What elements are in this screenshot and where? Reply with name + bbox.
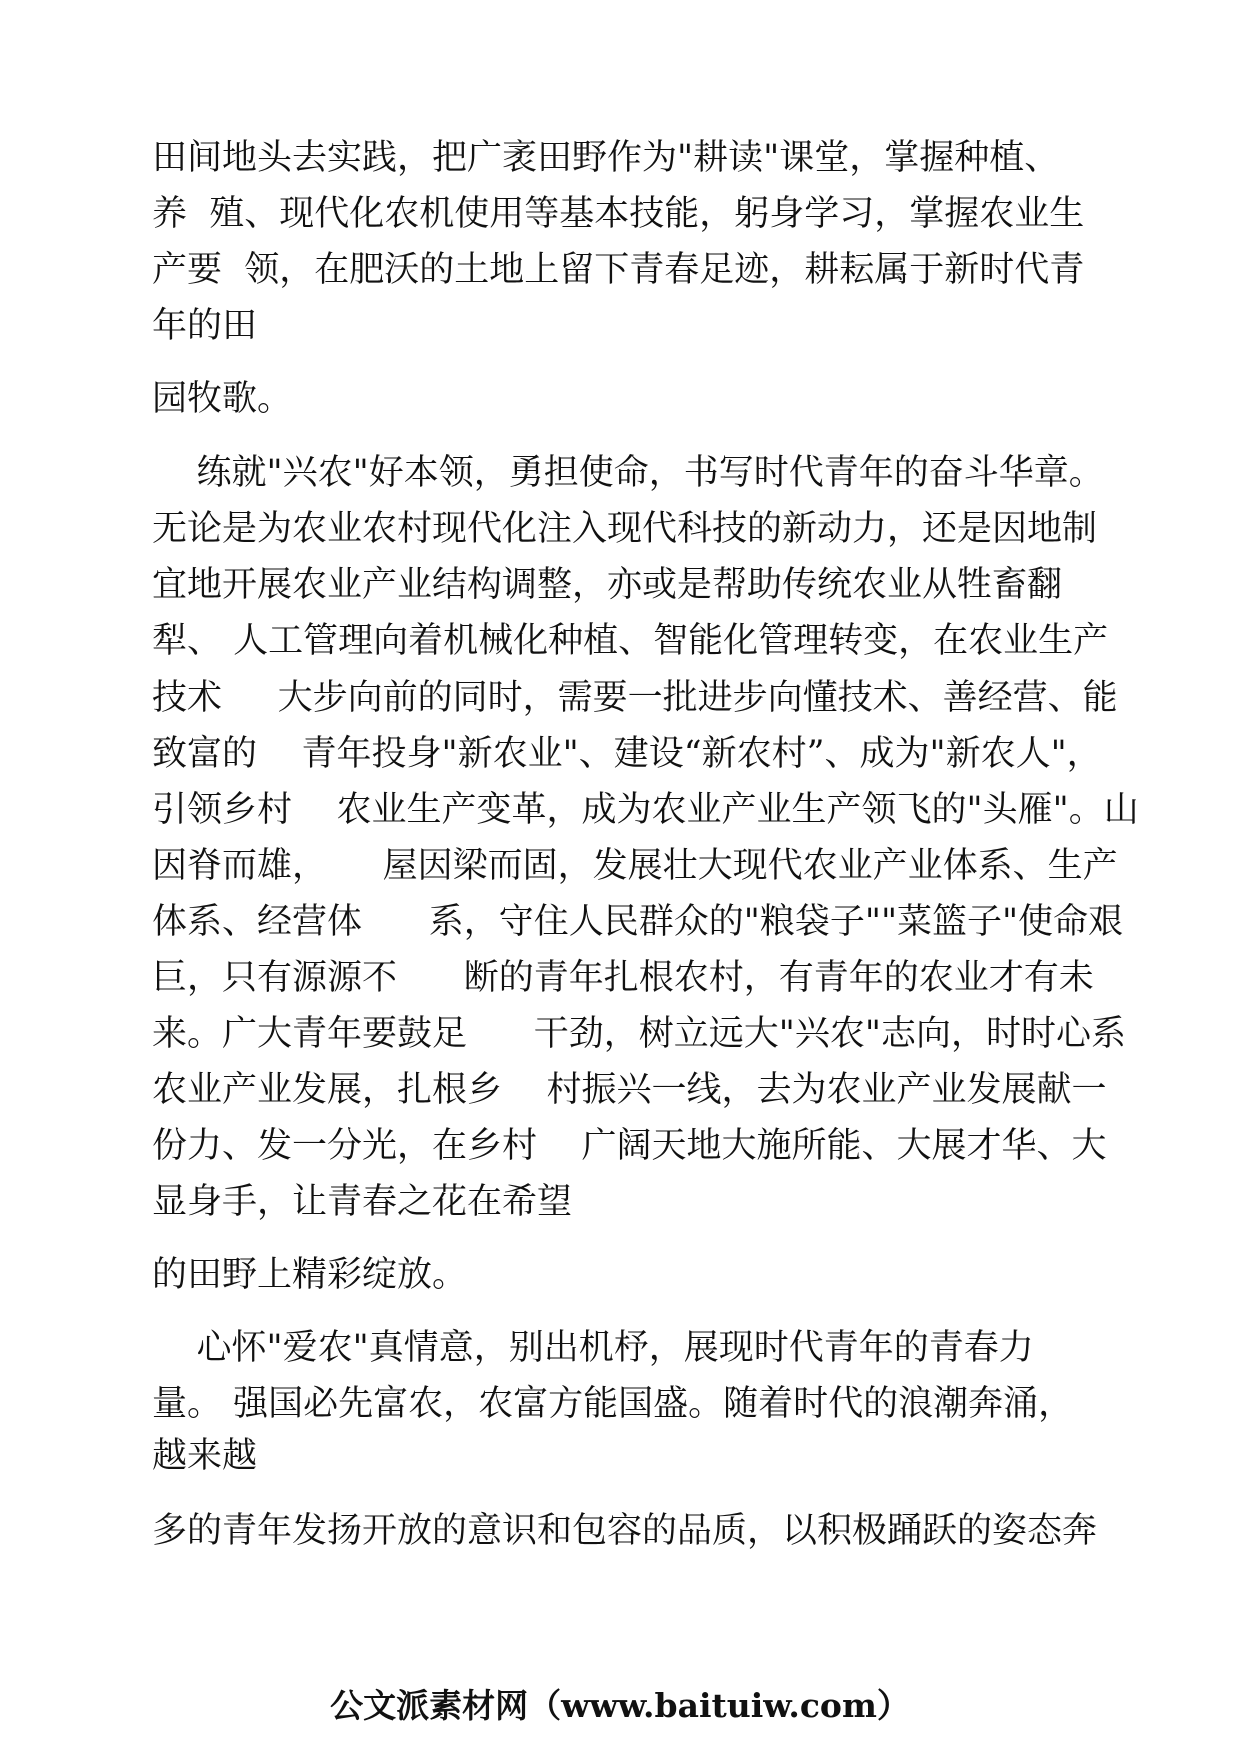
text-line: 产要 领，在肥沃的土地上留下青春足迹，耕耘属于新时代青 — [152, 250, 1085, 290]
text-line: 来。广大青年要鼓足 干劲，树立远大"兴农"志向，时时心系 — [152, 1014, 1126, 1054]
text-line: 农业产业发展，扎根乡 村振兴一线，去为农业产业发展献一 — [152, 1070, 1107, 1110]
text-line: 无论是为农业农村现代化注入现代科技的新动力，还是因地制 — [152, 509, 1098, 549]
paragraph-start-line: 练就"兴农"好本领，勇担使命，书写时代青年的奋斗华章。 — [152, 453, 1104, 493]
text-line: 巨，只有源源不 断的青年扎根农村，有青年的农业才有未 — [152, 958, 1094, 998]
text-line: 份力、发一分光，在乡村 广阔天地大施所能、大展才华、大 — [152, 1126, 1107, 1166]
text-line: 引领乡村 农业生产变革，成为农业产业生产领飞的"头雁"。山 — [152, 790, 1139, 830]
text-line: 年的田 — [152, 306, 258, 346]
text-line: 体系、经营体 系，守住人民群众的"粮袋子""菜篮子"使命艰 — [152, 902, 1124, 942]
text-line: 犁、 人工管理向着机械化种植、智能化管理转变，在农业生产 — [152, 621, 1109, 661]
text-line: 多的青年发扬开放的意识和包容的品质，以积极踊跃的姿态奔 — [152, 1511, 1098, 1551]
text-line: 因脊而雄， 屋因梁而固，发展壮大现代农业产业体系、生产 — [152, 846, 1118, 886]
paragraph-start-line: 心怀"爱农"真情意，别出机杼，展现时代青年的青春力 — [152, 1328, 1034, 1368]
text-line: 越来越 — [152, 1436, 258, 1476]
text-line: 量。 强国必先富农，农富方能国盛。随着时代的浪潮奔涌， — [152, 1384, 1074, 1424]
text-line: 致富的 青年投身"新农业"、建设“新农村”、成为"新农人"， — [152, 734, 1102, 774]
text-line: 园牧歌。 — [152, 379, 293, 419]
page-footer: 公文派素材网（www.baituiw.com） — [330, 1686, 910, 1725]
text-line: 的田野上精彩绽放。 — [152, 1255, 468, 1295]
text-line: 养 殖、现代化农机使用等基本技能，躬身学习，掌握农业生 — [152, 194, 1085, 234]
text-line: 显身手，让青春之花在希望 — [152, 1182, 573, 1222]
text-line: 技术 大步向前的同时，需要一批进步向懂技术、善经营、能 — [152, 678, 1118, 718]
text-line: 田间地头去实践，把广袤田野作为"耕读"课堂，掌握种植、 — [152, 138, 1060, 178]
text-line: 宜地开展农业产业结构调整，亦或是帮助传统农业从牲畜翻 — [152, 565, 1063, 605]
